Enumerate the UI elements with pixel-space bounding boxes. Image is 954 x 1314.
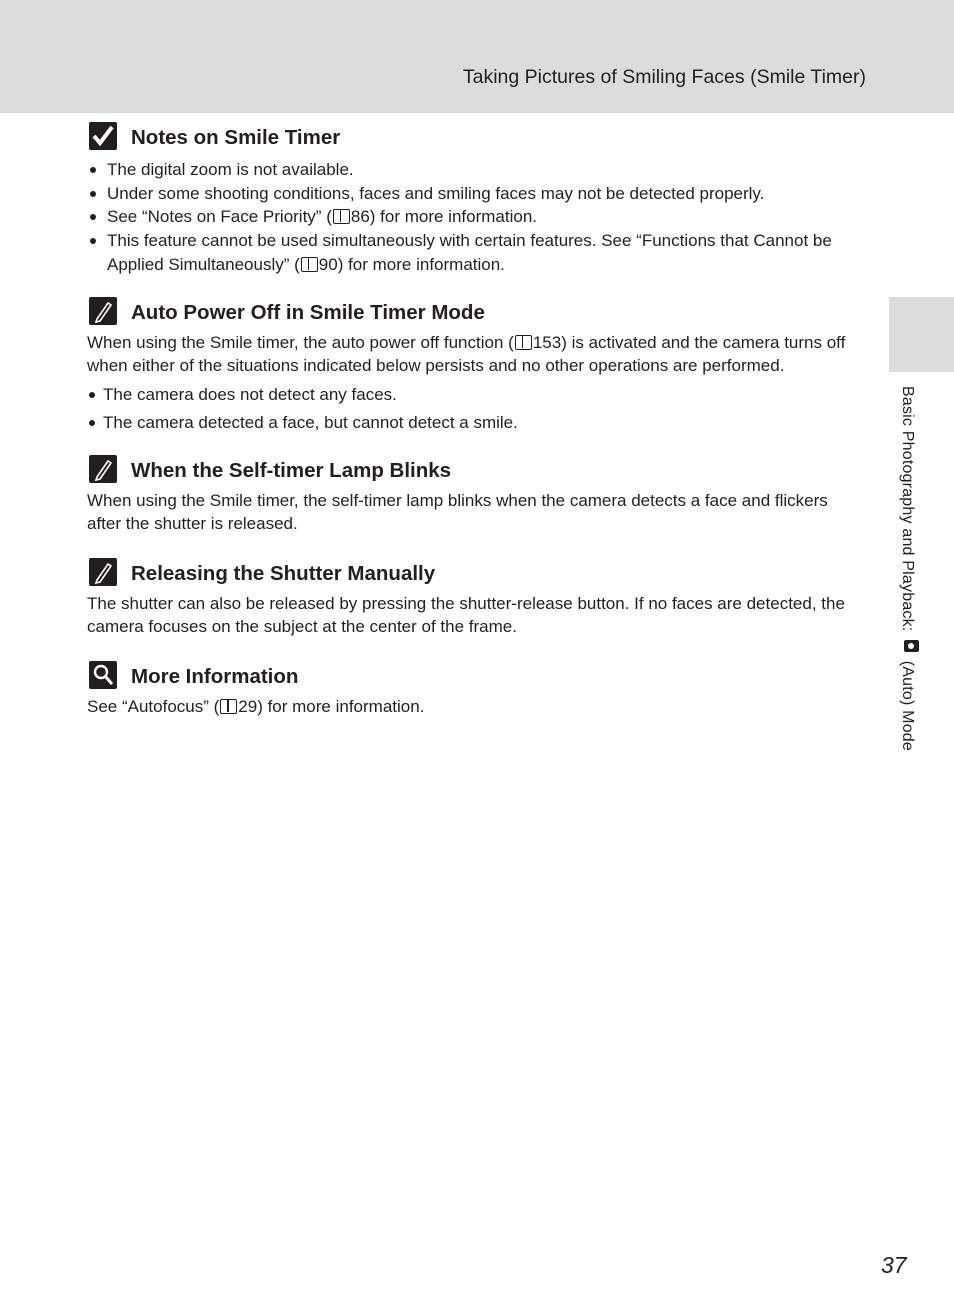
section-self-timer-lamp — [87, 451, 865, 536]
pencil-icon — [89, 558, 117, 586]
section-title: More Information — [131, 664, 299, 688]
paragraph-text: ) is activated and the camera turns off when either of the situations indicated below persists and no other operations are performed. — [87, 332, 846, 376]
section-title: Auto Power Off in Smile Timer Mode — [131, 300, 485, 324]
side-tab — [889, 297, 954, 372]
list-item-text: The camera detected a face, but cannot detect a smile. — [103, 412, 518, 432]
section-heading — [87, 293, 865, 333]
section-title: When the Self-timer Lamp Blinks — [131, 458, 452, 482]
list-item-text: This feature cannot be used simultaneously with certain features. See “Functions that Cannot be Applied Simultaneously” ( — [107, 231, 832, 274]
main-content — [87, 118, 865, 718]
side-label-text-2: (Auto) Mode — [899, 656, 916, 751]
section-title: Notes on Smile Timer — [131, 126, 341, 149]
section-heading — [87, 657, 865, 697]
paragraph-text: When using the Smile timer, the auto power off function ( — [87, 332, 514, 352]
book-ref-icon — [220, 699, 237, 714]
pencil-icon — [89, 297, 117, 325]
list-item-text: The digital zoom is not available. — [107, 160, 354, 179]
list-item-text: ) for more information. — [369, 207, 538, 227]
list-item — [87, 229, 865, 276]
section-heading — [87, 451, 865, 491]
page-ref-number: 90 — [318, 254, 338, 274]
section-more-info — [87, 657, 865, 719]
power-off-list — [87, 381, 865, 437]
book-ref-icon — [301, 257, 318, 272]
page-number: 37 — [881, 1252, 907, 1278]
list-item-text: The camera does not detect any faces. — [103, 384, 397, 404]
page-ref-number: 29 — [238, 696, 258, 716]
notes-list — [87, 158, 865, 277]
section-heading — [87, 554, 865, 594]
camera-icon — [904, 640, 919, 652]
section-paragraph — [87, 695, 865, 719]
side-label-text-1: Basic Photography and Playback: — [899, 386, 916, 637]
list-item-text: See “Notes on Face Priority” ( — [107, 207, 332, 227]
book-ref-icon — [515, 335, 532, 350]
list-item-text: Under some shooting conditions, faces and smiling faces may not be detected properly. — [107, 183, 765, 203]
section-heading — [87, 118, 865, 158]
page-ref-number: 153 — [532, 332, 562, 352]
magnifier-icon — [89, 661, 117, 689]
list-item-text: ) for more information. — [337, 254, 505, 274]
page-header-title: Taking Pictures of Smiling Faces (Smile Timer) — [462, 66, 866, 88]
list-item — [87, 409, 865, 437]
pencil-icon — [89, 455, 117, 483]
section-notes — [87, 118, 865, 277]
section-shutter-manual — [87, 554, 865, 639]
header-band — [0, 0, 954, 113]
section-title: Releasing the Shutter Manually — [131, 561, 436, 585]
page-ref-number: 86 — [350, 207, 370, 227]
paragraph-text: See “Autofocus” ( — [87, 696, 220, 716]
list-item — [87, 381, 865, 409]
paragraph-text: ) for more information. — [257, 696, 425, 716]
checkmark-icon — [89, 122, 117, 150]
list-item — [87, 205, 865, 229]
side-chapter-label — [898, 386, 919, 751]
section-paragraph: The shutter can also be released by pressing the shutter-release button. If no faces are detected, the camera focuses on the subject at the center of the frame. — [87, 593, 845, 637]
list-item — [87, 182, 865, 206]
section-auto-power-off — [87, 293, 865, 437]
section-paragraph — [87, 331, 865, 378]
list-item — [87, 158, 865, 182]
section-paragraph: When using the Smile timer, the self-timer lamp blinks when the camera detects a face and flickers after the shutter is released. — [87, 490, 828, 534]
book-ref-icon — [333, 209, 350, 224]
